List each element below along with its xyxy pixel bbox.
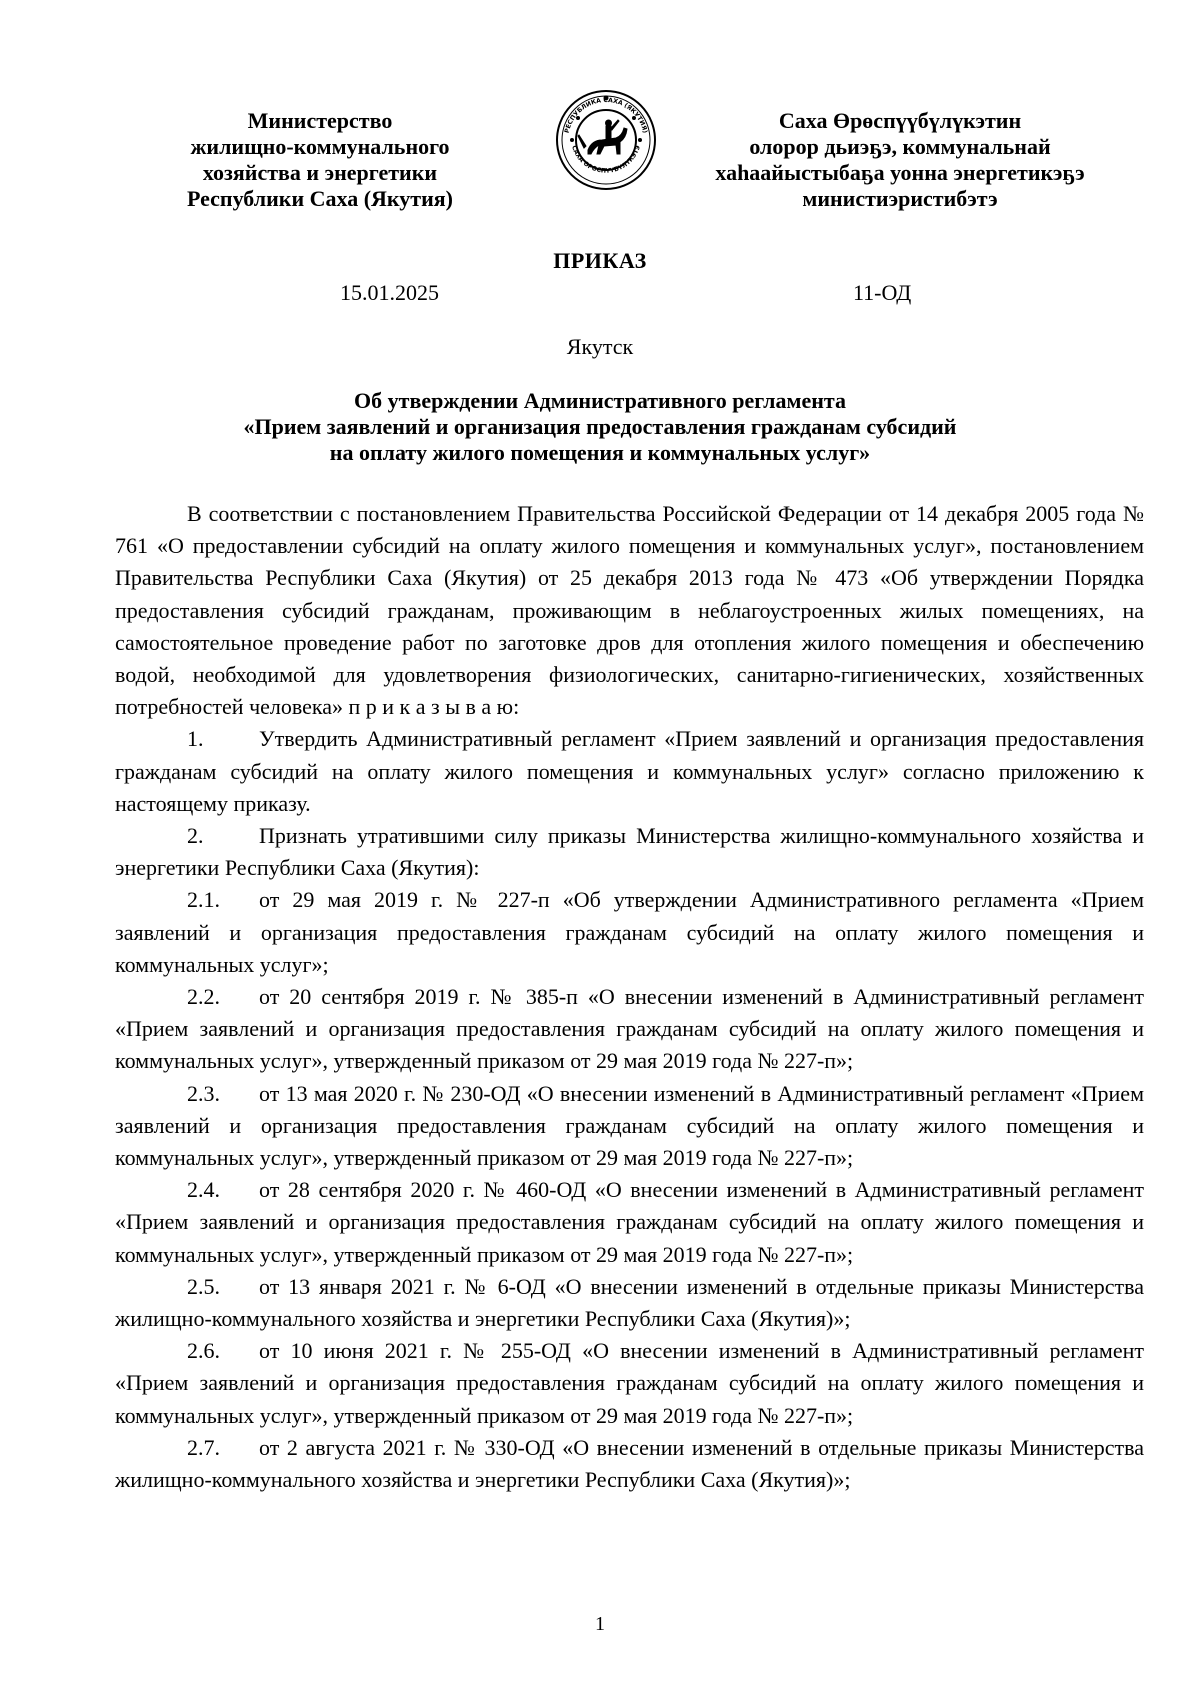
order-item [115,1078,1144,1175]
title-line: «Прием заявлений и организация предоставления гражданам субсидий [243,414,957,439]
order-item [115,820,1144,884]
item-text: от 2 августа 2021 г. № 330-ОД «О внесении изменений в отдельные приказы Министерства жилищно-коммунального хозяйства и энергетики Республики Саха (Якутия)»; [115,1434,1144,1493]
emblem-graphic [554,88,658,192]
document-city: Якутск [566,334,634,359]
ministry-name-line: хозяйства и энергетики [202,160,438,185]
document-header [0,88,1200,218]
ministry-name-yakut [700,108,1100,212]
emblem-ring-text-top: РЕСПУБЛИКА САХА (ЯКУТИЯ) [563,96,649,134]
ministry-name-russian [150,108,490,212]
order-item [115,723,1144,820]
item-text: от 28 сентября 2020 г. № 460-ОД «О внесении изменений в Административный регламент «Прием заявлений и организация предоставления гражданам субсидий на оплату жилого помещения и коммунальных услуг», утвержденный приказом от 29 мая 2019 года № 227-п»; [115,1177,1144,1267]
title-line: Об утверждении Административного регламента [354,388,846,413]
ministry-name-line: Министерство [247,108,393,133]
item-number: 2. [187,823,204,849]
ministry-name-line: жилищно-коммунального [190,134,450,159]
ministry-name-line: олорор дьиэҕэ, коммунальнай [749,134,1051,159]
document-type: ПРИКАЗ [553,248,647,273]
title-line: на оплату жилого помещения и коммунальных услуг» [329,440,871,465]
item-number: 2.3. [187,1080,220,1106]
order-item [115,981,1144,1078]
item-text: от 29 мая 2019 г. № 227-п «Об утверждении Административного регламента «Прием заявлений и организация предоставления гражданам субсидий на оплату жилого помещения и коммунальных услуг»; [115,887,1144,977]
item-number: 2.6. [187,1338,220,1364]
item-number: 2.2. [187,984,220,1010]
order-item [115,1174,1144,1271]
order-item [115,1432,1144,1496]
document-body [115,498,1144,1496]
coat-of-arms-emblem-icon [554,88,658,192]
preamble-paragraph: В соответствии с постановлением Правительства Российской Федерации от 14 декабря 2005 года № 761 «О предоставлении субсидий на оплату жилого помещения и коммунальных услуг», постановлением Правительства Республики Саха (Якутия) от 25 декабря 2013 года № 473 «Об утверждении Порядка предоставления субсидий гражданам, проживающим в неблагоустроенных жилых помещениях, на самостоятельное проведение работ по заготовке дров для отопления жилого помещения и обеспечению водой, необходимой для удовлетворения физиологических, санитарно-гигиенических, хозяйственных потребностей человека» п р и к а з ы в а ю: [115,501,1144,720]
document-title [160,388,1040,466]
item-text: Утвердить Административный регламент «Прием заявлений и организация предоставления гражданам субсидий на оплату жилого помещения и коммунальных услуг» согласно приложению к настоящему приказу. [115,726,1144,816]
document-number: 11-ОД [853,280,912,305]
item-text: от 13 мая 2020 г. № 230-ОД «О внесении изменений в Административный регламент «Прием заявлений и организация предоставления гражданам субсидий на оплату жилого помещения и коммунальных услуг», утвержденный приказом от 29 мая 2019 года № 227-п»; [115,1080,1144,1171]
item-number: 2.4. [187,1177,220,1203]
ministry-name-line: министиэристибэтэ [802,186,998,211]
item-text: от 20 сентября 2019 г. № 385-п «О внесении изменений в Административный регламент «Прием заявлений и организация предоставления гражданам субсидий на оплату жилого помещения и коммунальных услуг», утвержденный приказом от 29 мая 2019 года № 227-п»; [115,984,1144,1074]
ministry-name-line: Саха Өрөспүүбүлүкэтин [778,108,1022,133]
ministry-name-line: Республики Саха (Якутия) [186,186,454,211]
order-item [115,884,1144,981]
ministry-name-line: хаһаайыстыбаҕа уонна энергетикэҕэ [715,160,1085,185]
item-text: от 10 июня 2021 г. № 255-ОД «О внесении изменений в Административный регламент «Прием заявлений и организация предоставления гражданам субсидий на оплату жилого помещения и коммунальных услуг», утвержденный приказом от 29 мая 2019 года № 227-п»; [115,1338,1144,1428]
item-number: 2.7. [187,1434,220,1460]
page-number: 1 [595,1613,605,1635]
document-date: 15.01.2025 [340,280,439,305]
order-item [115,1335,1144,1432]
item-number: 2.5. [187,1273,220,1299]
emblem-ring-text-bottom: САХА ӨРӨСПҮҮБҮЛҮКЭТЭ [570,144,642,175]
item-number: 1. [187,726,204,752]
item-text: от 13 января 2021 г. № 6-ОД «О внесении изменений в отдельные приказы Министерства жилищно-коммунального хозяйства и энергетики Республики Саха (Якутия)»; [115,1273,1144,1332]
item-text: Признать утратившими силу приказы Министерства жилищно-коммунального хозяйства и энергетики Республики Саха (Якутия): [115,823,1144,881]
order-item [115,1271,1144,1335]
item-number: 2.1. [187,887,220,913]
